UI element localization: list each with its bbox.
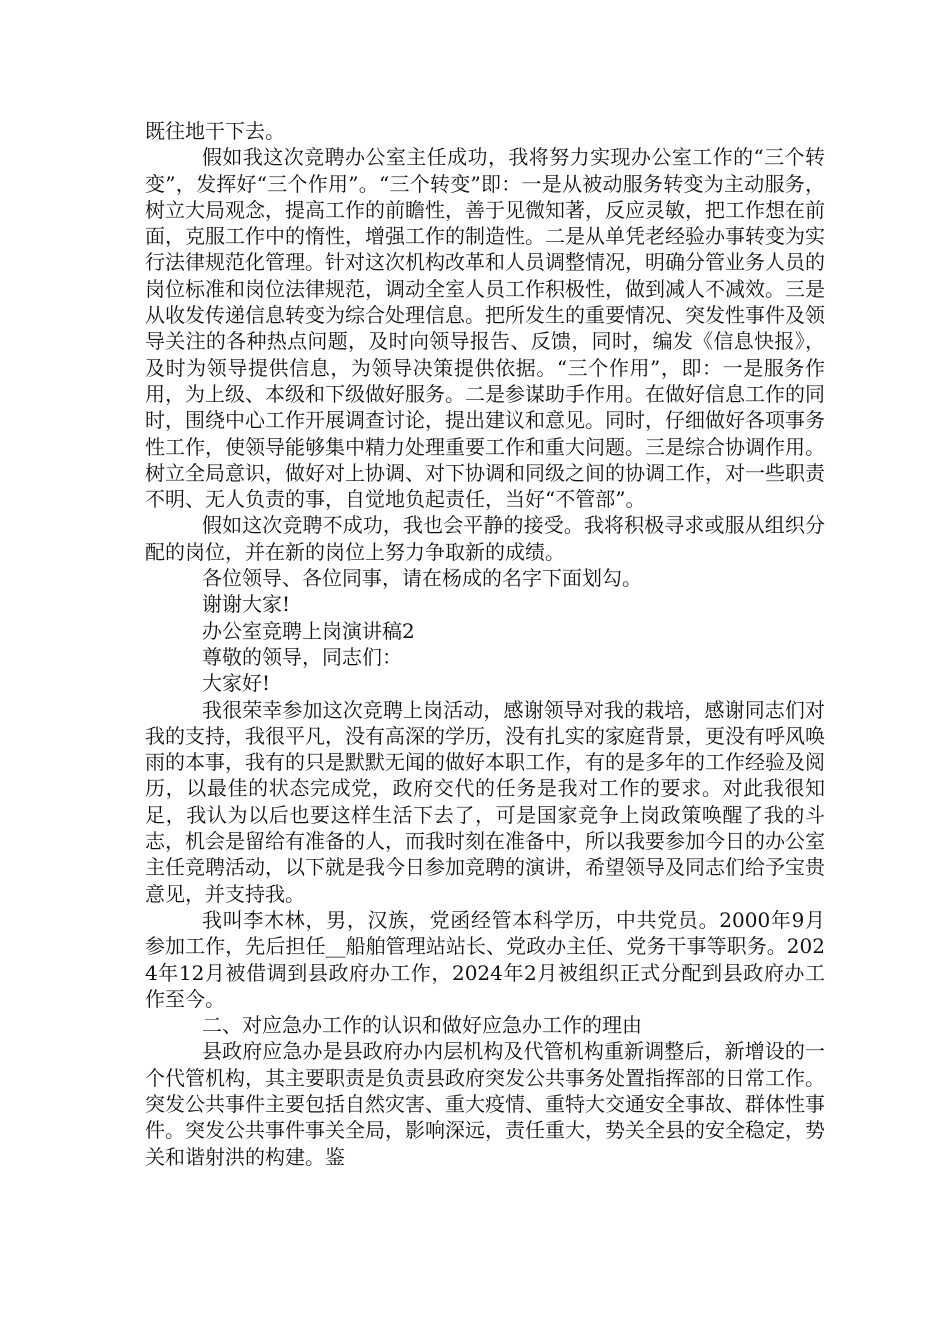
paragraph-continuation: 既往地干下去。 — [145, 119, 285, 143]
paragraph-if-unsuccessful: 假如这次竞聘不成功，我也会平静的接受。我将积极寻求或服从组织分配的岗位，并在新的岗位上努力争取新的成绩。 — [145, 513, 825, 564]
paragraph-emergency-office: 县政府应急办是县政府办内层机构及代管机构重新调整后，新增设的一个代管机构，其主要职责是负责县政府突发公共事务处置指挥部的日常工作。突发公共事件主要包括自然灾害、重大疫情、重特大交通安全事故、群体性事件。突发公共事件事关全局，影响深远，责任重大，势关全县的安全稳定，势关和谐射洪的构建。鉴 — [145, 1039, 825, 1169]
section-heading-understanding: 二、对应急办工作的认识和做好应急办工作的理由 — [202, 1013, 642, 1038]
document-body — [145, 118, 825, 1170]
salutation-leaders: 尊敬的领导，同志们： — [202, 644, 402, 669]
paragraph-thanks: 谢谢大家! — [202, 592, 291, 617]
paragraph-three-transformations: 假如我这次竞聘办公室主任成功，我将努力实现办公室工作的“三个转变”，发挥好“三个作用”。“三个转变”即：一是从被动服务转变为主动服务，树立大局观念，提高工作的前瞻性，善于见微知著，反应灵敏，把工作想在前面，克服工作中的惰性，增强工作的制造性。二是从单凭老经验办事转变为实行法律规范化管理。针对这次机构改革和人员调整情况，明确分管业务人员的岗位标准和岗位法律规范，调动全室人员工作积极性，做到减人不减效。三是从收发传递信息转变为综合处理信息。把所发生的重要情况、突发性事件及领导关注的各种热点问题，及时向领导报告、反馈，同时，编发《信息快报》，及时为领导提供信息，为领导决策提供依据。“三个作用”，即：一是服务作用，为上级、本级和下级做好服务。二是参谋助手作用。在做好信息工作的同时，围绕中心工作开展调查讨论，提出建议和意见。同时，仔细做好各项事务性工作，使领导能够集中精力处理重要工作和重大问题。三是综合协调作用。树立全局意识，做好对上协调、对下协调和同级之间的协调工作，对一些职责不明、无人负责的事，自觉地负起责任，当好“不管部”。 — [145, 145, 825, 512]
section-title-speech-2: 办公室竞聘上岗演讲稿2 — [202, 618, 415, 643]
paragraph-vote-request: 各位领导、各位同事，请在杨成的名字下面划勾。 — [202, 566, 642, 591]
paragraph-introduction: 我很荣幸参加这次竞聘上岗活动，感谢领导对我的栽培，感谢同志们对我的支持，我很平凡，没有高深的学历，没有扎实的家庭背景，更没有呼风唤雨的本事，我有的只是默默无闻的做好本职工作，有的是多年的工作经验及阅历，以最佳的状态完成党，政府交代的任务是我对工作的要求。对此我很知足，我认为以后也要这样生活下去了，可是国家竞争上岗政策唤醒了我的斗志，机会是留给有准备的人，而我时刻在准备中，所以我要参加今日的办公室主任竞聘活动，以下就是我今日参加竞聘的演讲，希望领导及同志们给予宝贵意见，并支持我。 — [145, 697, 825, 906]
paragraph-personal-profile: 我叫李木林，男，汉族，党函经管本科学历，中共党员。2000年9月参加工作，先后担任__船舶管理站站长、党政办主任、党务干事等职务。2024年12月被借调到县政府办工作，2024年2月被组织正式分配到县政府办工作至今。 — [145, 907, 825, 1011]
salutation-greeting: 大家好! — [202, 671, 271, 696]
